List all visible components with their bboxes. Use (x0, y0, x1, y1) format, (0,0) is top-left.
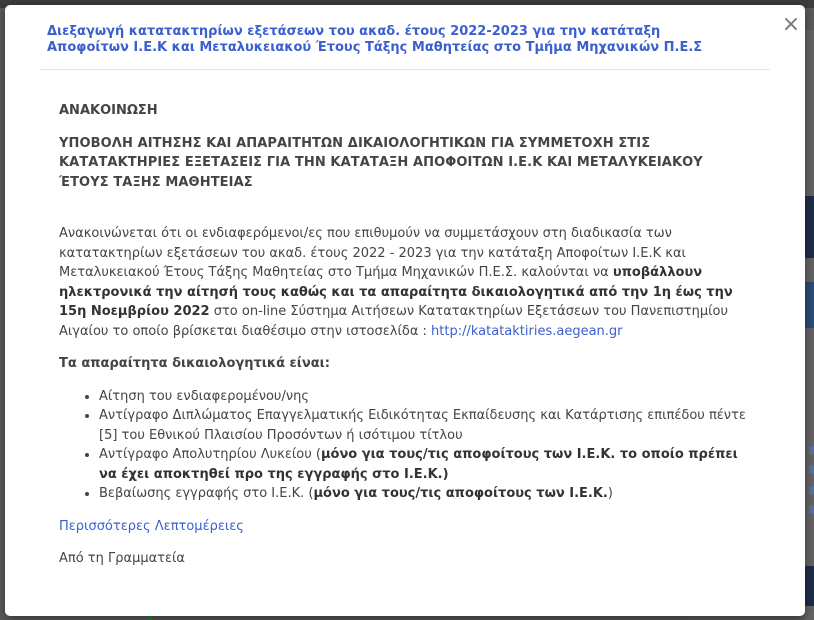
background-block (805, 282, 814, 328)
requirements-list (59, 387, 749, 504)
announcement-text: στο on-line Σύστημα Αιτήσεων Κατατακτηρίων Εξετάσεων του Πανεπιστημίου Αιγαίου το οποίο βρίσκεται διαθέσιμο στην ιστοσελίδα : (59, 304, 728, 339)
announcement-heading: ΑΝΑΚΟΙΝΩΣΗ (59, 103, 158, 118)
requirement-bold-text: μόνο για τους/τις αποφοίτους των Ι.Ε.Κ. το οποίο πρέπει να έχει αποκτηθεί προ της εγγραφής στο Ι.Ε.Κ.) (99, 447, 738, 482)
announcement-modal (5, 5, 805, 616)
requirement-text: Αίτηση του ενδιαφερομένου/νης (99, 388, 309, 404)
background-block (805, 566, 814, 606)
modal-body (59, 101, 749, 569)
requirement-text: Αντίγραφο Απολυτηρίου Λυκείου ( (99, 447, 321, 462)
list-item (99, 387, 749, 407)
background-link (809, 506, 814, 514)
requirements-title: Τα απαραίτητα δικαιολογητικά είναι: (59, 356, 330, 371)
announcement-paragraph (59, 224, 749, 341)
katataktiries-link[interactable]: http://katataktiries.aegean.gr (431, 323, 623, 339)
more-details-link[interactable]: Περισσότερες Λεπτομέρειες (59, 518, 244, 534)
close-icon: × (781, 12, 801, 37)
signature: Από τη Γραμματεία (59, 551, 186, 566)
requirement-bold-text: μόνο για τους/τις αποφοίτους των Ι.Ε.Κ. (313, 486, 608, 501)
list-item (99, 484, 749, 504)
list-item (99, 445, 749, 484)
announcement-text: Ανακοινώνεται ότι οι ενδιαφερόμενοι/ες που επιθυμούν να συμμετάσχουν στη διαδικασία των κατατακτηρίων εξετάσεων του ακαδ. έτους 2022 - 2023 για την κατάταξη Αποφοίτων Ι.Ε.Κ και Μεταλυκειακού Έτους Τάξης Μαθητείας στο Τμήμα Μηχανικών Π.Ε.Σ. καλούνται να (59, 226, 686, 280)
requirement-text: ) (607, 486, 613, 501)
requirement-text: Βεβαίωσης εγγραφής στο Ι.Ε.Κ. ( (99, 486, 314, 501)
background-block (805, 196, 814, 258)
modal-header (40, 5, 801, 70)
announcement-subheading: ΥΠΟΒΟΛΗ ΑΙΤΗΣΗΣ ΚΑΙ ΑΠΑΡΑΙΤΗΤΩΝ ΔΙΚΑΙΟΛΟΓΗΤΙΚΩΝ ΓΙΑ ΣΥΜΜΕΤΟΧΗ ΣΤΙΣ ΚΑΤΑΤΑΚΤΗΡΙΕΣ ΕΞΕΤΑΣΕΙΣ ΓΙΑ ΤΗΝ ΚΑΤΑΤΑΞΗ ΑΠΟΦΟΙΤΩΝ Ι.Ε.Κ ΚΑΙ ΜΕΤΑΛΥΚΕΙΑΚΟΥ ΈΤΟΥΣ ΤΑΞΗΣ ΜΑΘΗΤΕΙΑΣ (59, 135, 703, 190)
background-link (809, 486, 814, 494)
background-link (809, 446, 814, 454)
requirement-text: Αντίγραφο Διπλώματος Επαγγελματικής Ειδικότητας Εκπαίδευσης και Κατάρτισης επιπέδου πέντε [5] του Εθνικού Πλαισίου Προσόντων ή ισότιμου τίτλου (99, 408, 746, 443)
modal-title: Διεξαγωγή κατατακτηρίων εξετάσεων του ακαδ. έτους 2022-2023 για την κατάταξη Αποφοίτων Ι.Ε.Κ και Μεταλυκειακού Έτους Τάξης Μαθητείας στο Τμήμα Μηχανικών Π.Ε.Σ (47, 24, 703, 55)
background-link (809, 466, 814, 474)
close-button[interactable] (780, 13, 802, 37)
list-item (99, 406, 749, 445)
announcement-bold-text: υποβάλλουν ηλεκτρονικά την αίτησή τους καθώς και τα απαραίτητα δικαιολογητικά από την 1η έως την 15η Νοεμβρίου 2022 (59, 265, 733, 319)
